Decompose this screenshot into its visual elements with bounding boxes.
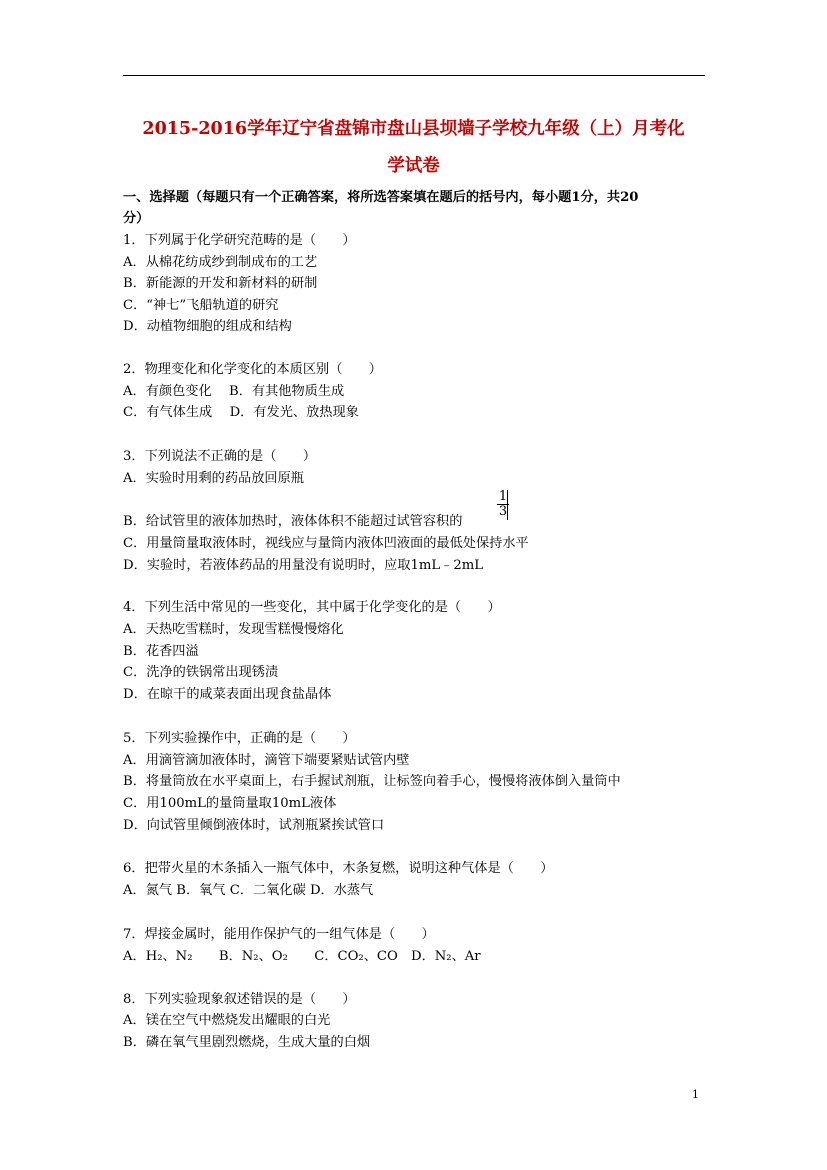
question-2-stem: 2．物理变化和化学变化的本质区别（ ） <box>123 362 382 377</box>
question-3-option-b: B．给试管里的液体加热时，液体体积不能超过试管容积的 <box>123 514 463 529</box>
document-title-line2: 学试卷 <box>387 156 440 176</box>
question-8-option-b: B．磷在氧气里剧烈燃烧，生成大量的白烟 <box>123 1035 371 1050</box>
question-5-option-c: C．用100mL的量筒量取10mL液体 <box>123 796 337 811</box>
question-7-stem: 7．焊接金属时，能用作保护气的一组气体是（ ） <box>123 927 435 942</box>
document-title-line1: 2015-2016学年辽宁省盘锦市盘山县坝墙子学校九年级（上）月考化 <box>142 119 685 139</box>
question-4-option-b: B．花香四溢 <box>123 644 199 659</box>
page-number: 1 <box>692 1088 699 1101</box>
question-5-stem: 5．下列实验操作中，正确的是（ ） <box>123 731 356 746</box>
question-5-option-d: D．向试管里倾倒液体时，试剂瓶紧挨试管口 <box>123 818 385 833</box>
question-2-options-cd: C．有气体生成 D．有发光、放热现象 <box>123 405 359 420</box>
section-heading: 一、选择题（每题只有一个正确答案，将所选答案填在题后的括号内，每小题1分，共20 <box>123 190 639 205</box>
fraction-denominator: 3 <box>498 504 508 519</box>
question-1-option-d: D．动植物细胞的组成和结构 <box>123 319 292 334</box>
section-heading-cont: 分） <box>123 211 150 226</box>
question-1-option-b: B．新能源的开发和新材料的研制 <box>123 276 318 291</box>
header-rule <box>123 75 705 76</box>
question-5-option-b: B．将量筒放在水平桌面上，右手握试剂瓶，让标签向着手心，慢慢将液体倒入量筒中 <box>123 774 621 789</box>
question-6-stem: 6．把带火星的木条插入一瓶气体中，木条复燃，说明这种气体是（ ） <box>123 861 554 876</box>
fraction-numerator: 1 <box>498 489 508 504</box>
question-3-option-a: A．实验时用剩的药品放回原瓶 <box>123 471 304 486</box>
fraction-one-third <box>497 490 509 519</box>
question-3-option-c: C．用量筒量取液体时，视线应与量筒内液体凹液面的最低处保持水平 <box>123 536 529 551</box>
question-1-option-a: A．从棉花纺成纱到制成布的工艺 <box>123 255 318 270</box>
question-1-option-c: C．“神七”飞船轨道的研究 <box>123 298 279 313</box>
question-3-stem: 3．下列说法不正确的是（ ） <box>123 449 317 464</box>
question-5-option-a: A．用滴管滴加液体时，滴管下端要紧贴试管内壁 <box>123 753 410 768</box>
question-8-stem: 8．下列实验现象叙述错误的是（ ） <box>123 992 356 1007</box>
question-4-option-a: A．天热吃雪糕时，发现雪糕慢慢熔化 <box>123 622 344 637</box>
question-3-option-d: D．实验时，若液体药品的用量没有说明时，应取1mL﹣2mL <box>123 558 484 573</box>
question-1-stem: 1．下列属于化学研究范畴的是（ ） <box>123 233 356 248</box>
question-4-stem: 4．下列生活中常见的一些变化，其中属于化学变化的是（ ） <box>123 600 501 615</box>
question-8-option-a: A．镁在空气中燃烧发出耀眼的白光 <box>123 1013 331 1028</box>
question-4-option-d: D．在晾干的咸菜表面出现食盐晶体 <box>123 687 332 702</box>
question-2-options-ab: A．有颜色变化 B．有其他物质生成 <box>123 384 345 399</box>
question-7-options: A．H₂、N₂ B．N₂、O₂ C．CO₂、CO D．N₂、Ar <box>123 949 481 964</box>
question-6-options: A．氮气 B．氧气 C．二氧化碳 D．水蒸气 <box>123 883 374 898</box>
question-4-option-c: C．洗净的铁锅常出现锈渍 <box>123 665 279 680</box>
fraction-bracket <box>507 490 508 520</box>
